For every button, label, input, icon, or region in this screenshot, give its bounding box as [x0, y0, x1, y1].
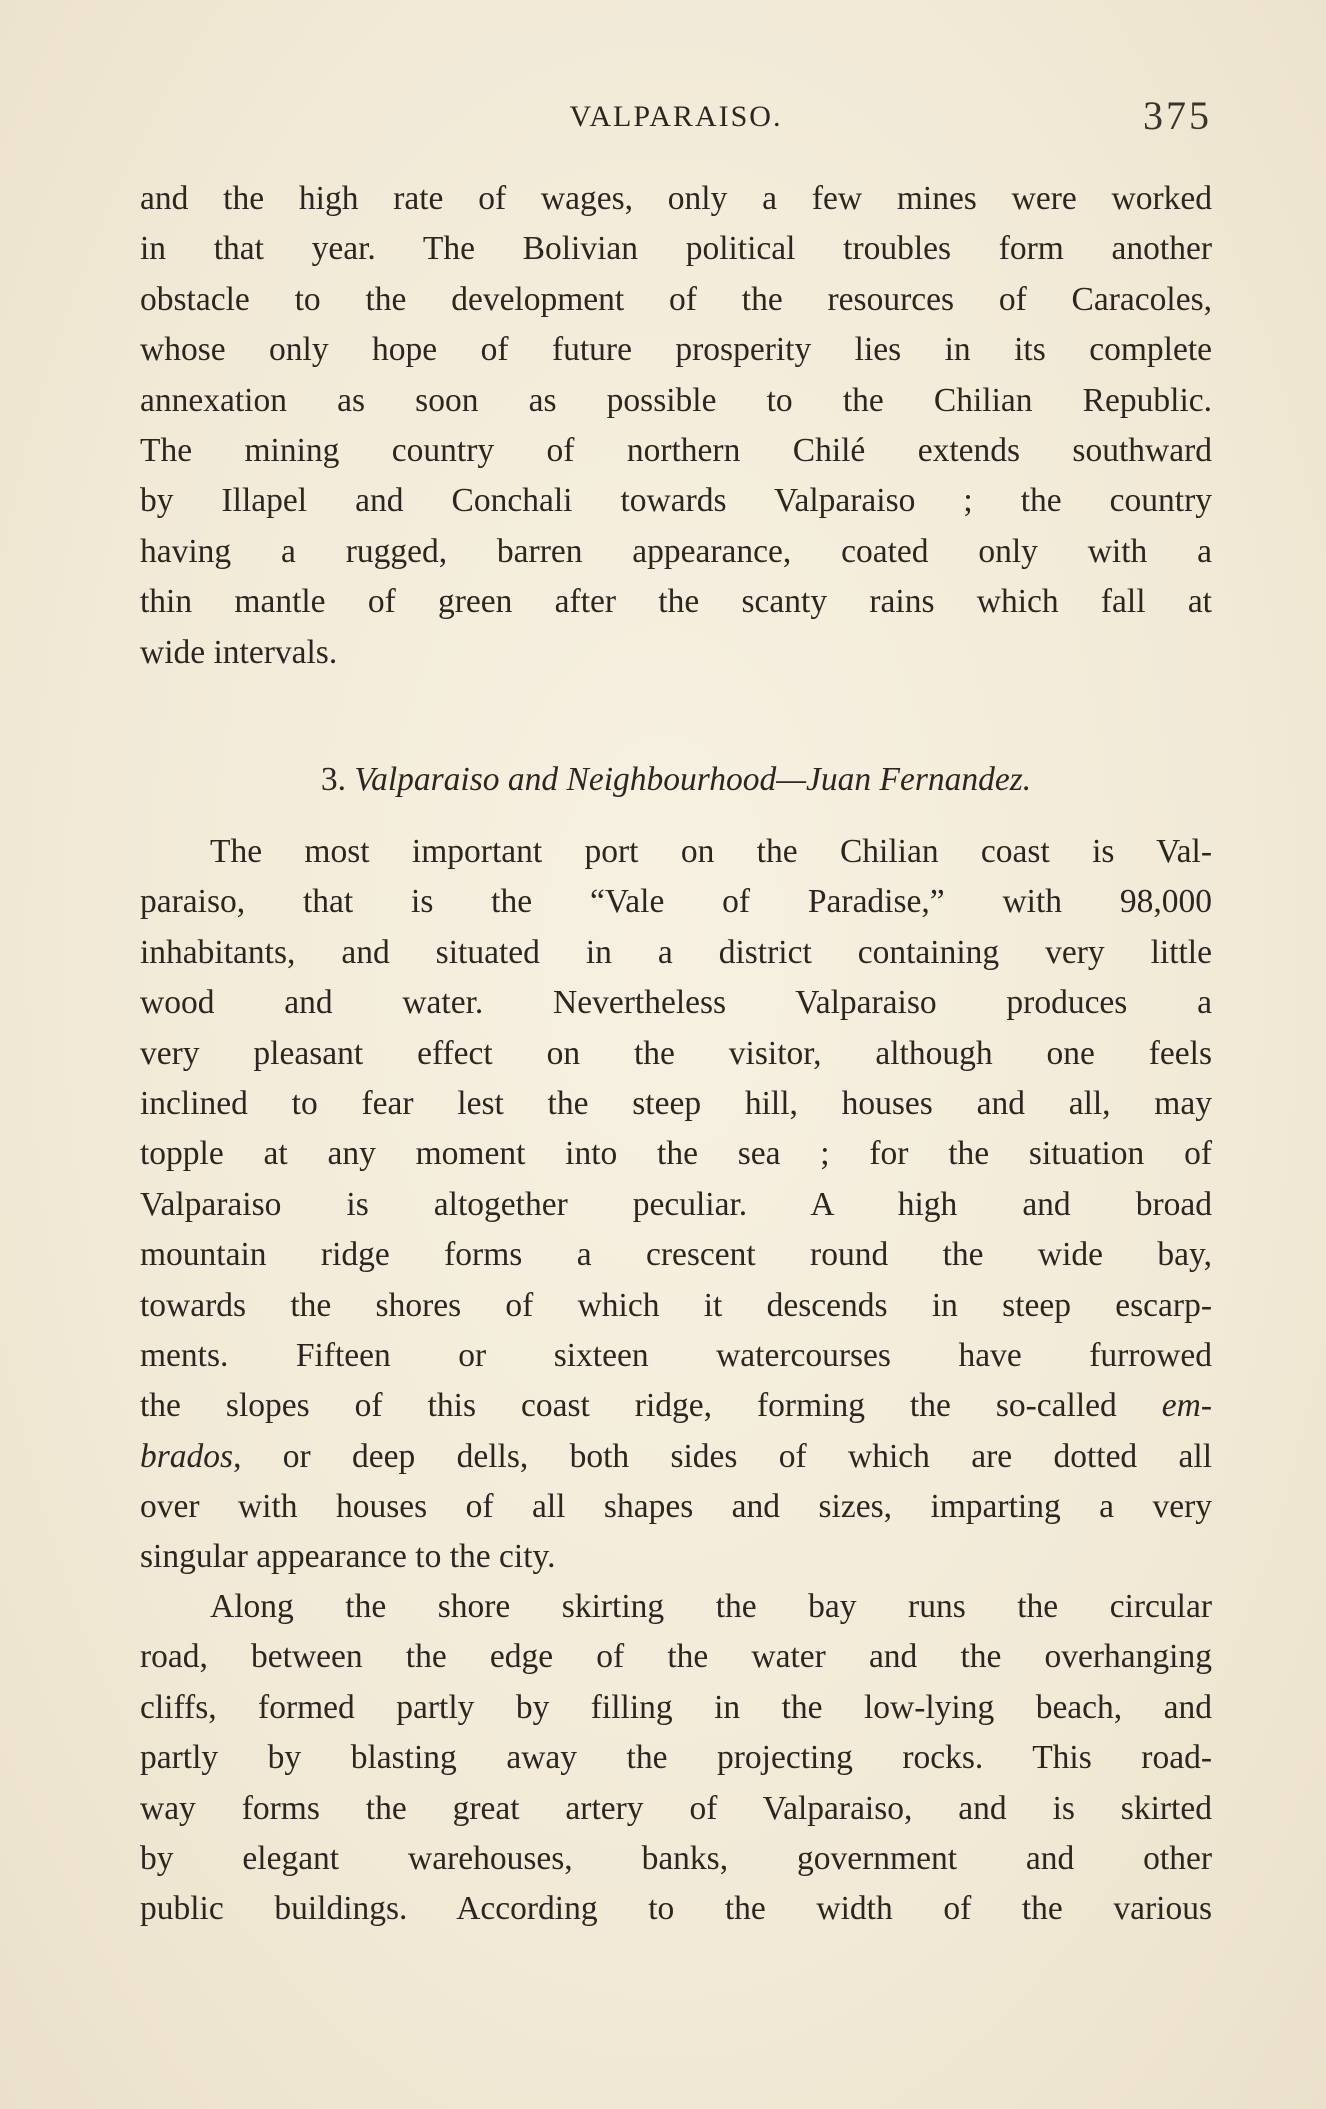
italic-term: brados	[140, 1437, 234, 1475]
text-line: inclined to fear lest the steep hill, houses and all, may	[140, 1084, 1212, 1122]
text-line: Along the shore skirting the bay runs the circular	[210, 1588, 1212, 1625]
text-line: in that year. The Bolivian political troubles form another	[140, 230, 1212, 268]
text-line: wide intervals.	[140, 633, 338, 671]
paragraph-1	[140, 174, 1212, 678]
text-line: towards the shores of which it descends in steep escarp-	[140, 1286, 1212, 1324]
text-line: Valparaiso is altogether peculiar. A high and broad	[140, 1185, 1212, 1223]
text-line: annexation as soon as possible to the Chilian Republic.	[140, 381, 1212, 419]
text-line: public buildings. According to the width of the various	[140, 1890, 1212, 1928]
italic-term: em-	[1161, 1387, 1212, 1425]
paragraph-3	[140, 1582, 1212, 1935]
running-title: VALPARAISO.	[569, 100, 783, 133]
text-line: mountain ridge forms a crescent round the wide bay,	[140, 1236, 1212, 1274]
text-line: and the high rate of wages, only a few mines were worked	[140, 180, 1212, 217]
text-line: topple at any moment into the sea ; for the situation of	[140, 1135, 1212, 1173]
text-line: very pleasant effect on the visitor, although one feels	[140, 1034, 1212, 1072]
text-line: having a rugged, barren appearance, coated only with a	[140, 532, 1212, 570]
text-line: brados, or deep dells, both sides of which are dotted all	[140, 1437, 1212, 1475]
text-line: partly by blasting away the projecting rocks. This road-	[140, 1739, 1212, 1777]
text-line: The mining country of northern Chilé extends southward	[140, 431, 1212, 469]
text-line: ments. Fifteen or sixteen watercourses have furrowed	[140, 1336, 1212, 1374]
section-title: Valparaiso and Neighbourhood—Juan Fernandez.	[354, 761, 1032, 798]
text-line: obstacle to the development of the resources of Caracoles,	[140, 280, 1212, 318]
page-number: 375	[1143, 93, 1212, 138]
text-line: by elegant warehouses, banks, government and other	[140, 1839, 1212, 1877]
text-line: paraiso, that is the “Vale of Paradise,” with 98,000	[140, 883, 1212, 921]
text-line: singular appearance to the city.	[140, 1538, 556, 1576]
text-line: wood and water. Nevertheless Valparaiso produces a	[140, 984, 1212, 1022]
text-line: way forms the great artery of Valparaiso, and is skirted	[140, 1789, 1212, 1827]
text-line: thin mantle of green after the scanty rains which fall at	[140, 583, 1212, 621]
section-number: 3.	[320, 761, 346, 798]
section-heading	[140, 755, 1212, 805]
text-line: whose only hope of future prosperity lies in its complete	[140, 331, 1212, 369]
text-line: cliffs, formed partly by filling in the low-lying beach, and	[140, 1688, 1212, 1726]
running-head	[140, 92, 1212, 142]
text-line: road, between the edge of the water and the overhanging	[140, 1638, 1212, 1676]
text-line: inhabitants, and situated in a district containing very little	[140, 933, 1212, 971]
text-line: by Illapel and Conchali towards Valparaiso ; the country	[140, 482, 1212, 520]
text-line: the slopes of this coast ridge, forming the so-called em-	[140, 1387, 1212, 1425]
text-line: The most important port on the Chilian coast is Val-	[210, 833, 1212, 870]
paragraph-2	[140, 827, 1212, 1583]
text-line: over with houses of all shapes and sizes, imparting a very	[140, 1488, 1212, 1526]
